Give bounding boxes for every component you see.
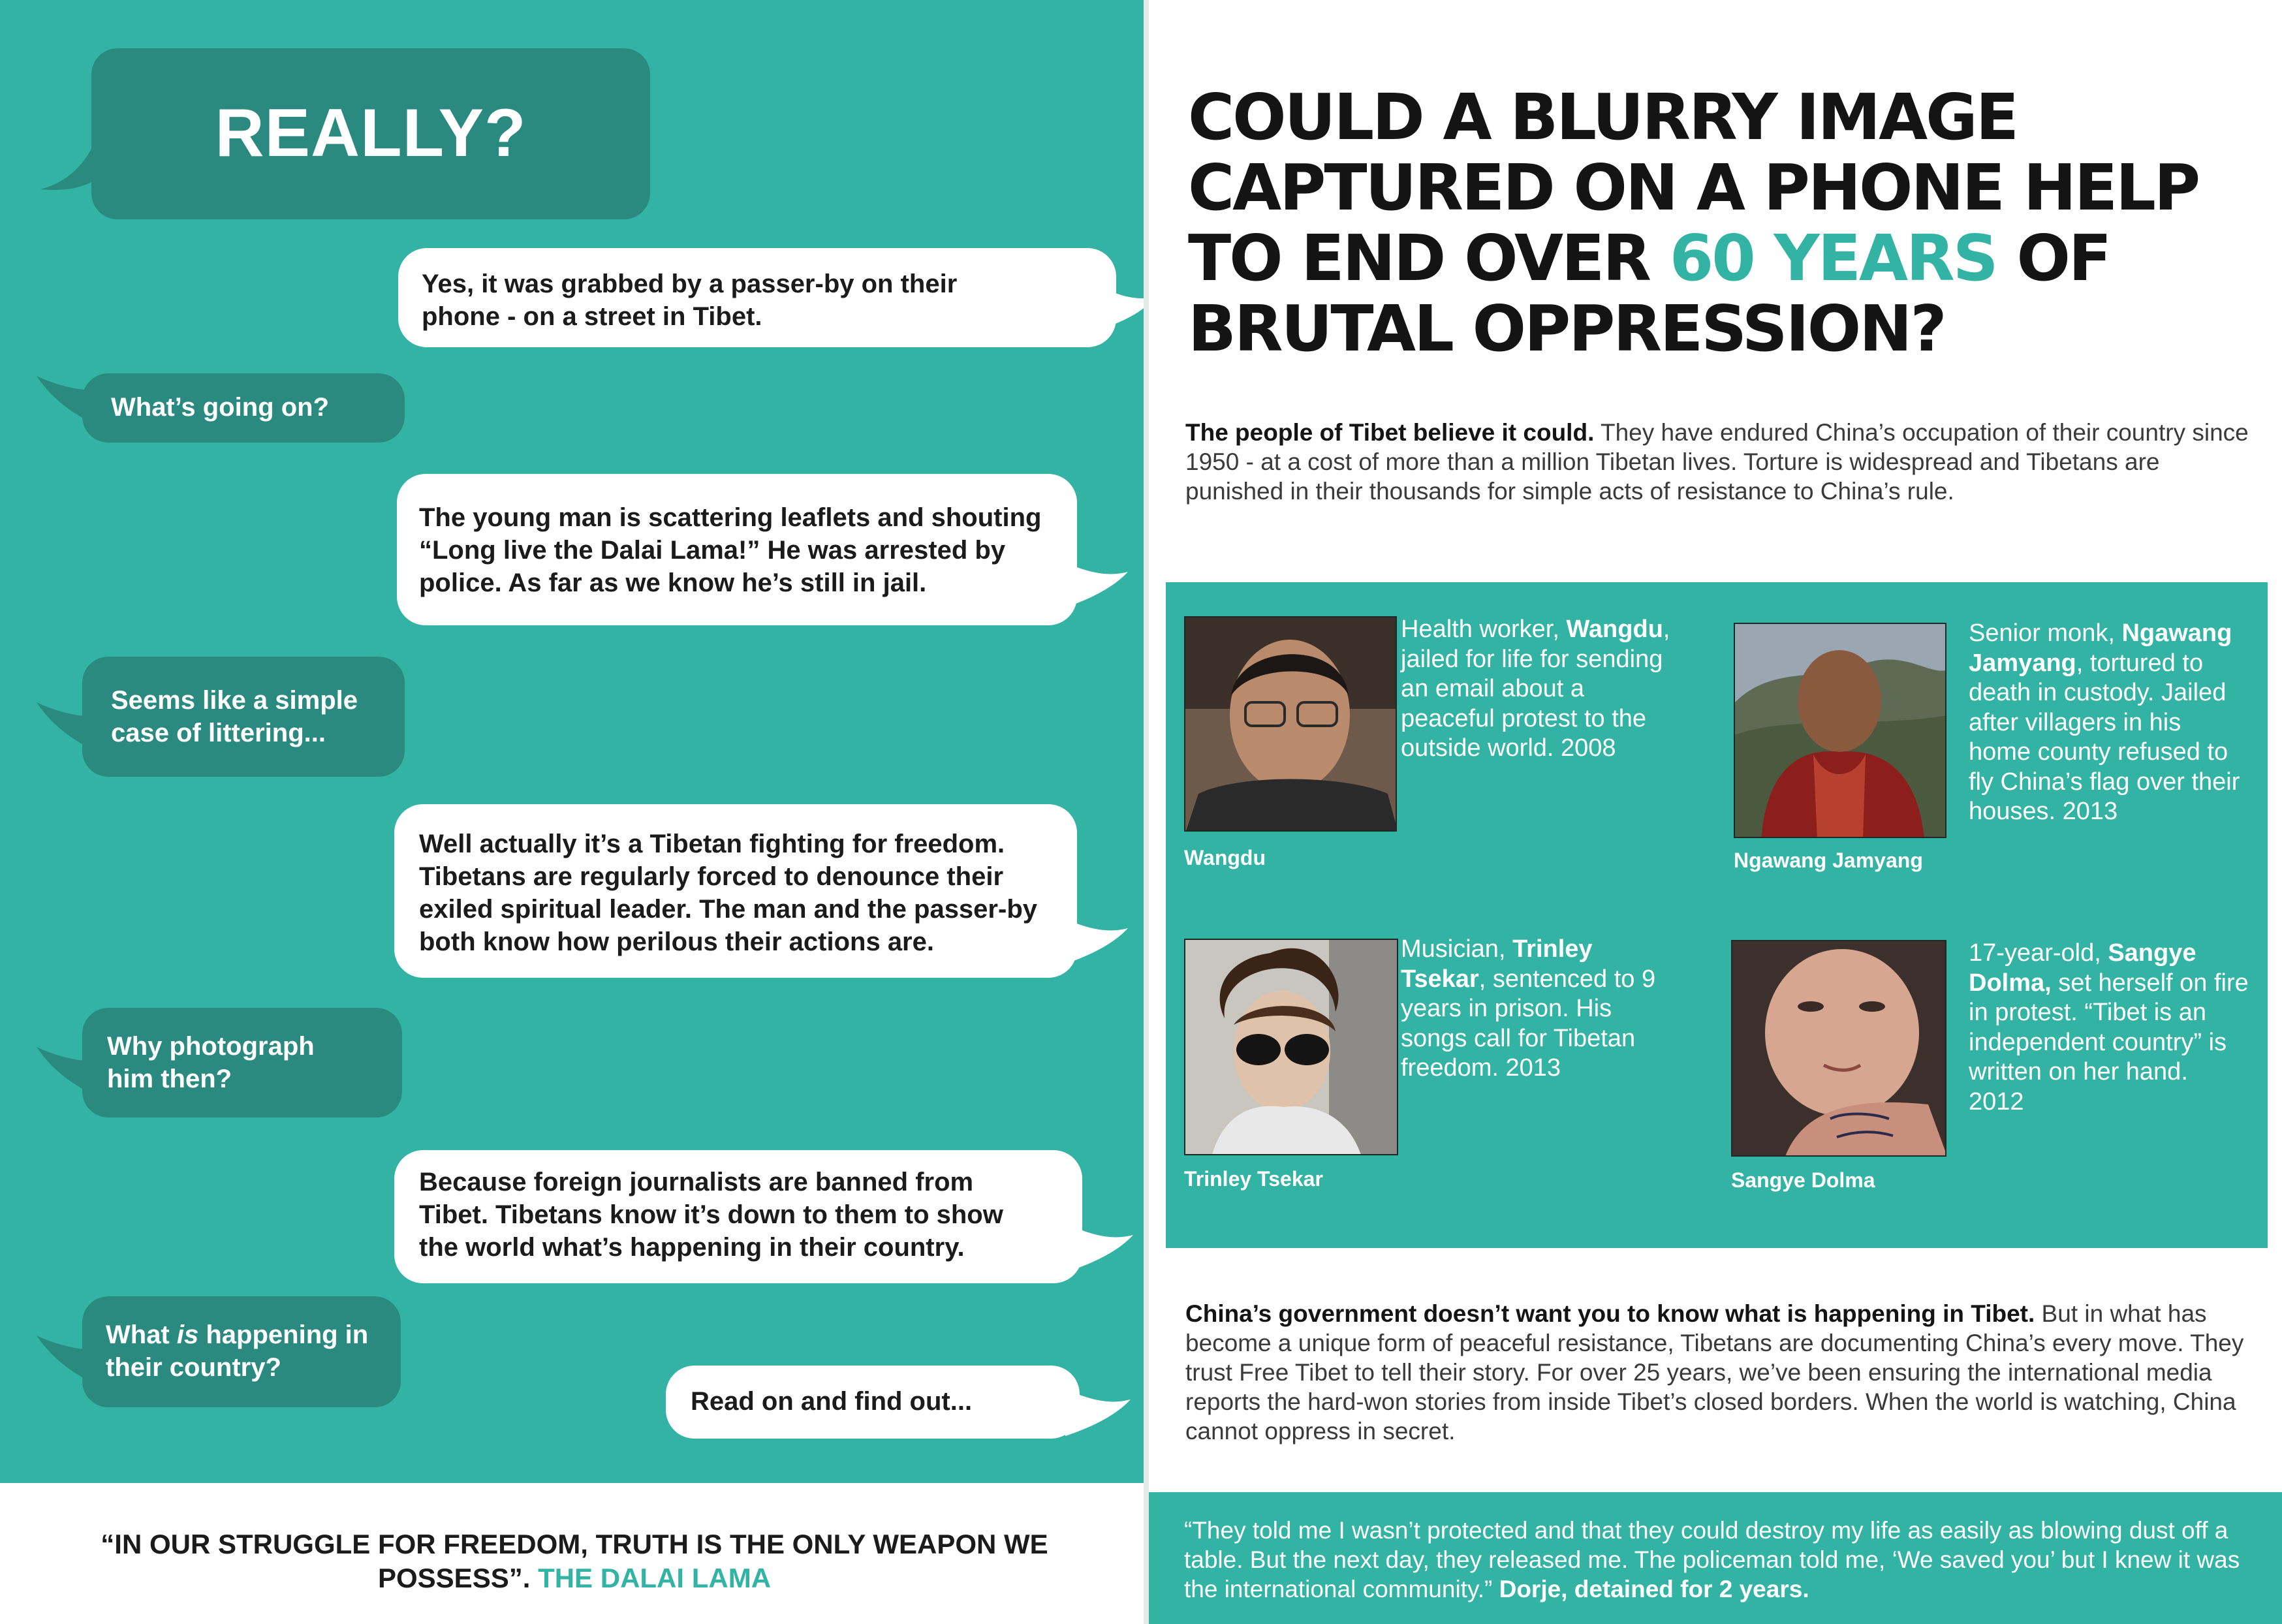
profile-caption: Sangye Dolma [1731,1168,1875,1192]
profile-desc-name: Ngawang Jamyang [1969,619,2232,677]
quote-attribution: THE DALAI LAMA [538,1563,772,1593]
profile-desc-text: Musician, [1401,935,1513,963]
bubble-text: Seems like a simple case of littering... [111,686,358,747]
profile-desc-name: Sangye Dolma, [1969,939,2196,997]
reply-bubble-5 [666,1366,1080,1439]
footer-attribution: Dorje, detained for 2 years. [1499,1576,1809,1602]
profile-caption: Trinley Tsekar [1184,1167,1323,1191]
profile-desc-text: , jailed for life for sending an email about a peaceful protest to the outside world. 2008 [1401,616,1670,762]
intro-paragraph [1185,418,2256,506]
question-bubble-1 [82,373,405,443]
left-footer [0,1483,1144,1624]
profile-desc-name: Wangdu [1566,616,1663,643]
bubble-text: What’s going on? [111,393,330,422]
profile-desc-text: Senior monk, [1969,619,2122,647]
profile-desc-text: set herself on fire in protest. “Tibet is an independent country” is written on her hand. 2012 [1969,969,2249,1116]
portrait-photo-sangye-dolma [1731,940,1946,1157]
body-text: But in what has become a unique form of peaceful resistance, Tibetans are documenting China’s every move. They trust Free Tibet to tell their story. For over 25 years, we’ve been ensuring the international media reports the hard-won stories from inside Tibet’s closed borders. When the world is watching, China cannot oppress in secret. [1185,1300,2244,1444]
bubble-text: Because foreign journalists are banned from Tibet. Tibetans know it’s down to them to show the world what’s happening in their country. [419,1168,1003,1262]
profile-description [1969,939,2249,1117]
dalai-lama-quote [78,1527,1071,1595]
profile-caption: Ngawang Jamyang [1734,849,1923,872]
profile-desc-text: , sentenced to 9 years in prison. His songs call for Tibetan freedom. 2013 [1401,965,1656,1082]
body-paragraph [1185,1299,2256,1446]
bubble-text: Well actually it’s a Tibetan fighting for freedom. Tibetans are regularly forced to denounce their exiled spiritual leader. The man and the passer-by both know how perilous their actions are. [419,830,1037,956]
profile-description [1969,619,2249,827]
headline-highlight: 60 YEARS [1669,221,1997,295]
portrait-photo-ngawang-jamyang [1734,623,1946,838]
bubble-text: happening in their country? [106,1320,369,1382]
question-bubble-4 [82,1296,401,1407]
bubble-text: The young man is scattering leaflets and shouting “Long live the Dalai Lama!” He was arrested by police. As far as we know he’s still in jail. [419,503,1042,597]
question-bubble-2 [82,657,405,777]
portrait-photo-trinley-tsekar [1184,939,1398,1155]
profile-caption: Wangdu [1184,846,1266,869]
reply-bubble-2 [397,474,1077,625]
left-page-panel [0,0,1144,1483]
bubble-text: Read on and find out... [691,1387,973,1416]
bubble-text: Yes, it was grabbed by a passer-by on their phone - on a street in Tibet. [422,270,958,331]
headline-text: OF BRUTAL OPPRESSION? [1188,221,2110,366]
profile-desc-text: 17-year-old, [1969,939,2108,967]
prisoner-profiles-panel [1166,582,2268,1248]
title-bubble [91,48,650,219]
footer-quote-text: “They told me I wasn’t protected and that they could destroy my life as easily as blowing dust off a table. But the next day, they released me. The policeman told me, ‘We saved you’ but I knew it was the international community.” [1184,1517,2240,1602]
profile-description [1401,615,1681,764]
question-bubble-3 [82,1008,402,1117]
title-text: REALLY? [215,95,527,171]
reply-bubble-1 [398,248,1116,347]
right-footer [1149,1492,2282,1624]
bubble-text: What [106,1320,177,1349]
intro-text: They have endured China’s occupation of their country since 1950 - at a cost of more than a million Tibetan lives. Torture is widespread and Tibetans are punished in their thousands for simple acts of resistance to China’s rule. [1185,419,2249,505]
body-lead: China’s government doesn’t want you to know what is happening in Tibet. [1185,1300,2035,1327]
profile-desc-name: Trinley Tsekar [1401,935,1593,993]
profile-description [1401,935,1681,1084]
page-headline [1188,82,2272,364]
bubble-text-emphasis: is [176,1320,199,1349]
page-spine [1144,0,1149,1624]
dorje-quote [1184,1516,2268,1604]
portrait-photo-wangdu [1184,616,1397,832]
headline-text: COULD A BLURRY IMAGE CAPTURED ON A PHONE HELP TO END OVER [1188,80,2199,295]
profile-desc-text: , tortured to death in custody. Jailed after villagers in his home county refused to fly China’s flag over their houses. 2013 [1969,649,2240,825]
intro-lead: The people of Tibet believe it could. [1185,419,1595,446]
profile-desc-text: Health worker, [1401,616,1567,643]
quote-text: “IN OUR STRUGGLE FOR FREEDOM, TRUTH IS THE ONLY WEAPON WE POSSESS”. [101,1529,1048,1593]
reply-bubble-3 [394,804,1077,978]
bubble-text: Why photograph him then? [107,1032,315,1093]
reply-bubble-4 [394,1150,1082,1283]
